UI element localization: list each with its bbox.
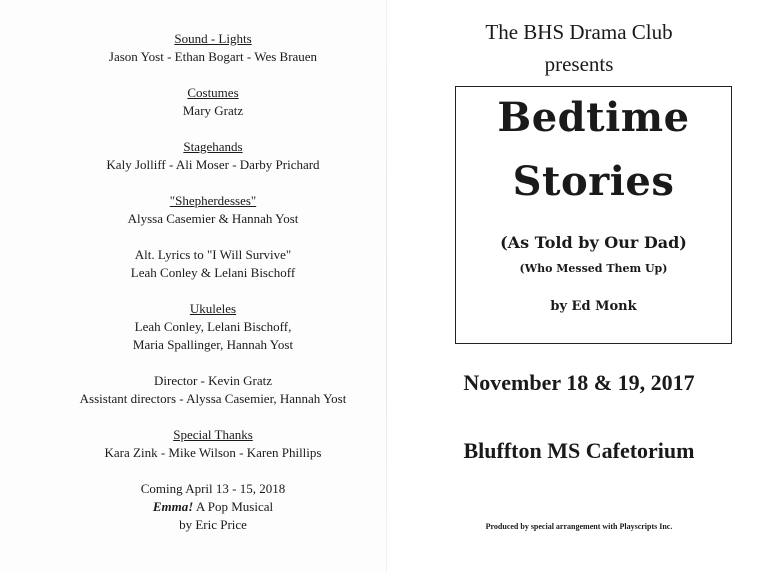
coming-soon <box>0 480 426 534</box>
credit-names: Maria Spallinger, Hannah Yost <box>132 337 294 352</box>
sub-subtitle: (Who Messed Them Up) <box>519 262 668 275</box>
credit-alt-lyrics <box>0 246 426 282</box>
credit-names: Kara Zink - Mike Wilson - Karen Phillips <box>104 445 322 460</box>
credit-title: Costumes <box>187 85 239 100</box>
coming-date: Coming April 13 - 15, 2018 <box>140 481 286 496</box>
author-line: by Ed Monk <box>550 299 637 314</box>
assistant-directors-line: Assistant directors - Alyssa Casemier, Hannah Yost <box>79 391 347 406</box>
show-title: Emma! <box>152 499 194 514</box>
credit-title: Ukuleles <box>189 301 237 316</box>
title-line-1: Bedtime <box>497 94 690 141</box>
credit-special-thanks <box>0 426 426 462</box>
presents-text: presents <box>544 52 614 76</box>
coming-show <box>0 498 426 516</box>
coming-author: by Eric Price <box>179 517 247 532</box>
title-line-2: Stories <box>512 158 675 205</box>
credit-title: Sound - Lights <box>174 31 252 46</box>
credit-sound-lights <box>0 30 426 66</box>
credit-names: Jason Yost - Ethan Bogart - Wes Brauen <box>108 49 318 64</box>
show-dates: November 18 & 19, 2017 <box>463 370 695 395</box>
credit-title: "Shepherdesses" <box>169 193 257 208</box>
credit-names: Alyssa Casemier & Hannah Yost <box>127 211 299 226</box>
title-box <box>455 86 732 344</box>
credit-ukuleles <box>0 300 426 354</box>
credit-shepherdesses <box>0 192 426 228</box>
club-header <box>386 18 772 78</box>
club-name: The BHS Drama Club <box>485 20 673 44</box>
subtitle: (As Told by Our Dad) <box>500 233 687 252</box>
alt-lyrics-names: Leah Conley & Lelani Bischoff <box>130 265 296 280</box>
alt-lyrics-title: Alt. Lyrics to "I Will Survive" <box>134 247 292 262</box>
credit-title: Stagehands <box>183 139 243 154</box>
credit-stagehands <box>0 138 426 174</box>
credit-names: Kaly Jolliff - Ali Moser - Darby Prichard <box>106 157 320 172</box>
credit-names: Leah Conley, Lelani Bischoff, <box>134 319 292 334</box>
credits-list <box>0 30 426 552</box>
show-subtitle: A Pop Musical <box>193 499 274 514</box>
director-line: Director - Kevin Gratz <box>153 373 273 388</box>
arrangement-note: Produced by special arrangement with Playscripts Inc. <box>485 522 673 531</box>
credit-title: Special Thanks <box>173 427 253 442</box>
credit-costumes <box>0 84 426 120</box>
venue: Bluffton MS Cafetorium <box>463 438 695 463</box>
credit-directors <box>0 372 426 408</box>
credit-names: Mary Gratz <box>182 103 244 118</box>
